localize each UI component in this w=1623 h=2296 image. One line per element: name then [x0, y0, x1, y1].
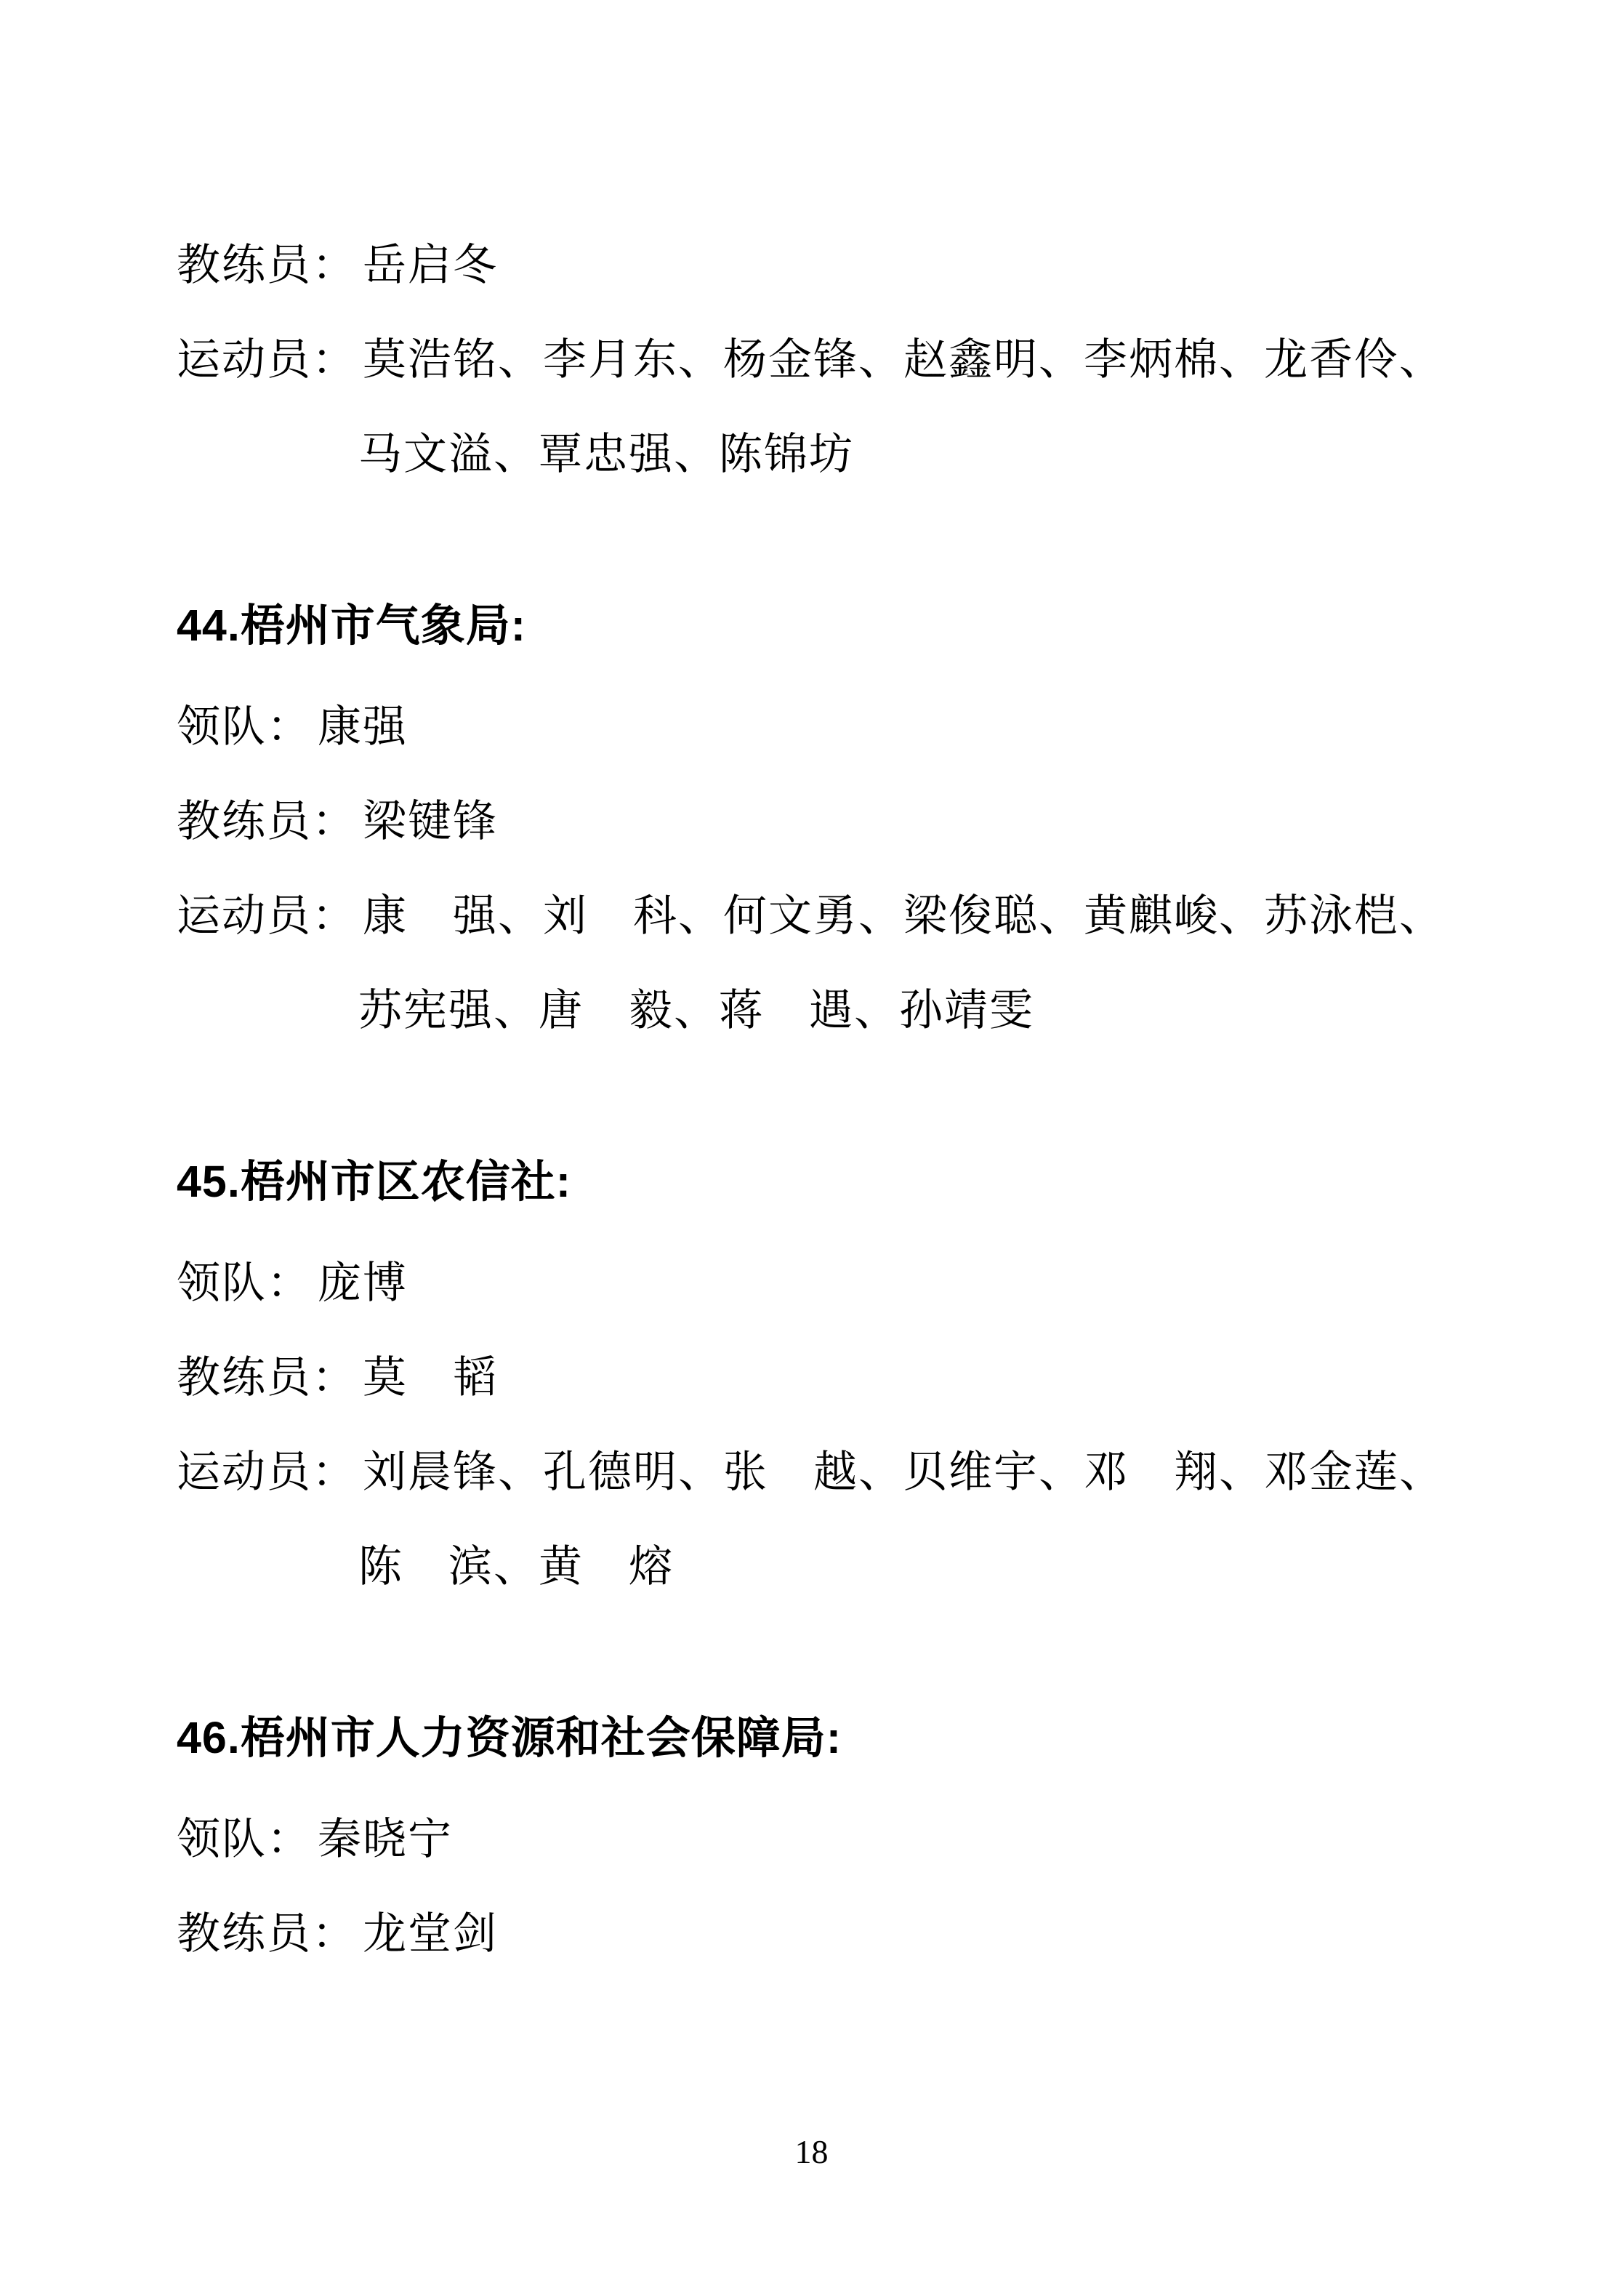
- leader-line: [177, 680, 1449, 774]
- leader-name: 康强: [318, 703, 408, 751]
- coach-line: [177, 774, 1449, 869]
- athletes-names: 康 强、刘 科、何文勇、梁俊聪、黄麒峻、苏泳桤、: [363, 892, 1444, 940]
- athletes-label: 运动员：: [177, 892, 357, 940]
- coach-name: 梁键锋: [363, 798, 498, 846]
- athletes-line: [177, 313, 1449, 407]
- leader-label: 领队：: [177, 1815, 312, 1863]
- athletes-names: 马文溢、覃忠强、陈锦坊: [358, 430, 854, 478]
- athletes-names: 刘晨锋、孔德明、张 越、贝维宇、邓 翔、邓金莲、: [363, 1448, 1444, 1496]
- coach-label: 教练员：: [177, 1354, 357, 1402]
- page-number: 18: [794, 2133, 829, 2170]
- coach-name: 岳启冬: [363, 241, 498, 289]
- leader-name: 秦晓宁: [318, 1815, 453, 1863]
- leader-line: [177, 1792, 1449, 1887]
- section-heading-44: 44.梧州市气象局:: [177, 601, 527, 650]
- coach-label: 教练员：: [177, 1910, 357, 1958]
- leader-name: 庞博: [318, 1259, 408, 1307]
- athletes-line-continuation: [177, 1520, 1449, 1614]
- athletes-line-continuation: [177, 407, 1449, 502]
- coach-name: 莫 韬: [363, 1354, 498, 1402]
- coach-label: 教练员：: [177, 798, 357, 846]
- leader-line: [177, 1236, 1449, 1330]
- coach-name: 龙堂剑: [363, 1910, 498, 1958]
- leader-label: 领队：: [177, 703, 312, 751]
- coach-line: [177, 218, 1449, 313]
- athletes-names: 莫浩铭、李月东、杨金锋、赵鑫明、李炳棉、龙香伶、: [363, 336, 1444, 384]
- athletes-line-continuation: [177, 963, 1449, 1058]
- coach-line: [177, 1330, 1449, 1425]
- coach-label: 教练员：: [177, 241, 357, 289]
- page-content: [177, 218, 1449, 1981]
- athletes-line: [177, 1425, 1449, 1520]
- athletes-line: [177, 869, 1449, 963]
- section-heading-46: 46.梧州市人力资源和社会保障局:: [177, 1713, 842, 1762]
- athletes-names: 陈 滨、黄 熔: [358, 1543, 674, 1591]
- section-heading-45: 45.梧州市区农信社:: [177, 1157, 572, 1206]
- athletes-label: 运动员：: [177, 1448, 357, 1496]
- coach-line: [177, 1887, 1449, 1981]
- leader-label: 领队：: [177, 1259, 312, 1307]
- athletes-label: 运动员：: [177, 336, 357, 384]
- athletes-names: 苏宪强、唐 毅、蒋 遇、孙靖雯: [358, 987, 1034, 1035]
